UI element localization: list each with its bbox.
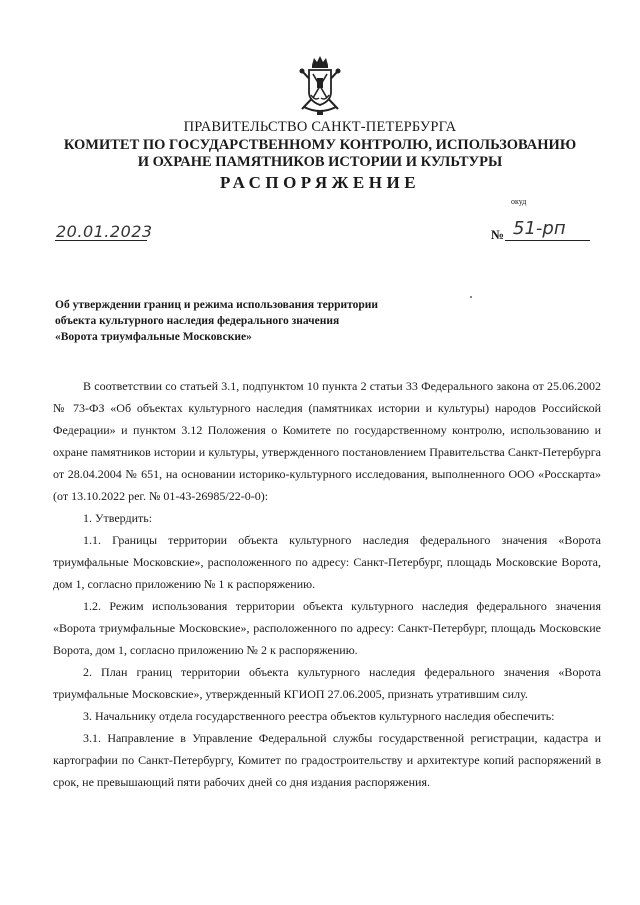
item-1: 1. Утвердить: <box>83 511 153 525</box>
committee-title-line1: КОМИТЕТ ПО ГОСУДАРСТВЕННОМУ КОНТРОЛЮ, ИСПОЛЬЗОВАНИЮ <box>63 137 577 153</box>
number-label: № <box>491 227 505 242</box>
committee-title-line2: И ОХРАНЕ ПАМЯТНИКОВ ИСТОРИИ И КУЛЬТУРЫ <box>137 154 503 170</box>
document-subject <box>55 297 435 345</box>
item-3: 3. Начальнику отдела государственного реестра объектов культурного наследия обеспечить: <box>83 709 555 723</box>
st-petersburg-coat-of-arms-icon <box>298 55 342 117</box>
document-type: РАСПОРЯЖЕНИЕ <box>219 173 421 192</box>
item-3-1: 3.1. Направление в Управление Федеральной службы государственной регистрации, кадастра и картографии по Санкт-Петербургу, Комитет по градостроительству и архитектуре копий распоряжений в срок, не превышающий пяти рабочих дней со дня издания распоряжения. <box>53 731 601 789</box>
okud-label: окуд <box>511 197 527 206</box>
date-underline <box>55 240 147 241</box>
committee-title <box>0 137 640 171</box>
document-number: 51-рп <box>513 218 566 239</box>
document-body <box>53 375 601 793</box>
document-date: 20.01.2023 <box>56 222 153 241</box>
item-1-1: 1.1. Границы территории объекта культурного наследия федерального значения «Ворота триумфальные Московские», расположенного по адресу: Санкт-Петербург, площадь Московские Ворота, дом 1, согласно приложению № 1 к распоряжению. <box>53 533 601 591</box>
item-2: 2. План границ территории объекта культурного наследия федерального значения «Ворота триумфальные Московские», утвержденный КГИОП 27.06.2005, признать утратившим силу. <box>53 665 601 701</box>
scan-mark <box>470 296 472 298</box>
item-1-2: 1.2. Режим использования территории объекта культурного наследия федерального значения «Ворота триумфальные Московские», расположенного по адресу: Санкт-Петербург, площадь Московские Ворота, дом 1, согласно приложению № 2 к распоряжению. <box>53 599 601 657</box>
government-title: ПРАВИТЕЛЬСТВО САНКТ-ПЕТЕРБУРГА <box>183 119 457 135</box>
preamble-paragraph: В соответствии со статьей 3.1, подпунктом 10 пункта 2 статьи 33 Федерального закона от 25.06.2002 № 73-ФЗ «Об объектах культурного наследия (памятниках истории и культуры) народов Российской Федерации» и пунктом 3.12 Положения о Комитете по государственному контролю, использованию и охране памятников истории и культуры, утвержденного постановлением Правительства Санкт-Петербурга от 28.04.2004 № 651, на основании историко-культурного исследования, выполненного ООО «Росскарта» (от 13.10.2022 рег. № 01-43-26985/22-0-0): <box>53 379 601 503</box>
subject-line1: Об утверждении границ и режима использования территории <box>55 299 379 311</box>
subject-line3: «Ворота триумфальные Московские» <box>55 331 252 343</box>
number-underline <box>505 240 590 241</box>
subject-line2: объекта культурного наследия федерального значения <box>55 315 340 327</box>
